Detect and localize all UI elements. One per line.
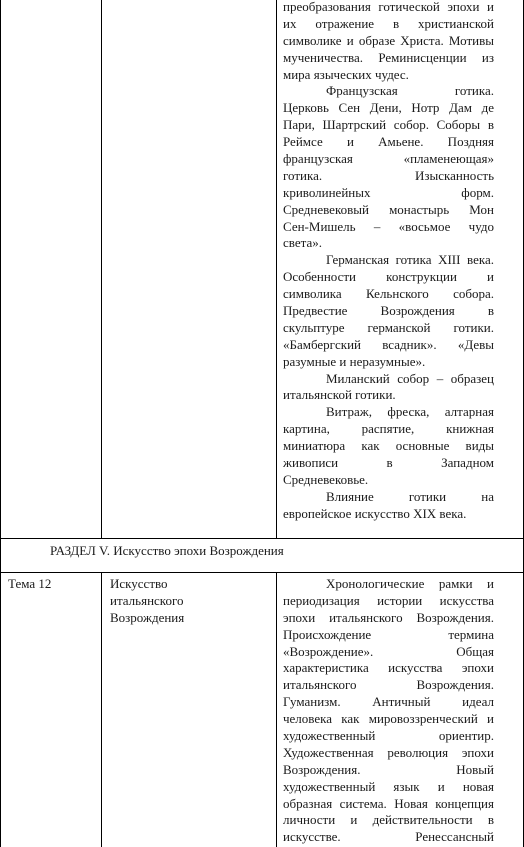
topic-title-line: Искусство [110,576,168,591]
text-line: Особенности конструкции и [283,269,494,285]
row-divider-after-row1 [0,538,524,539]
text-line: образная система. Новая концепция [283,795,494,811]
row1-description-cell [283,0,494,523]
col-divider-2-lower [276,572,277,847]
topic-title-line: Возрождения [110,609,185,625]
text-line: света». [283,235,322,251]
text-line: Художественная революция эпохи [283,744,494,760]
topic-title-line: итальянского [110,592,184,608]
text-line: художественный язык и новая [283,778,494,794]
text-line: Средневековье. [283,471,369,487]
text-line: Гуманизм. Античный идеал [283,694,494,710]
text-line: Витраж, фреска, алтарная [326,404,494,420]
text-line: преобразования готической эпохи и [283,0,494,14]
text-line: французская «пламенеющая» [283,151,494,167]
text-line: криволинейных форм. [283,184,494,200]
text-line: живописи в Западном [283,455,494,471]
text-line: картина, распятие, книжная [283,421,494,437]
col-divider-2-upper [276,0,277,538]
text-line: Церковь Сен Дени, Нотр Дам де [283,100,494,116]
text-line: скульптуре германской готики. [283,319,494,335]
text-line: периодизация истории искусства [283,592,494,608]
text-line: Миланский собор – образец [326,370,494,386]
text-line: Происхождение термина [283,626,494,642]
row-divider-after-section [0,572,524,573]
text-line: Возрождения. Новый [283,761,494,777]
text-line: Влияние готики на [326,488,494,504]
text-line: Французская готика. [326,83,494,99]
text-line: искусстве. Ренессансный [283,829,494,845]
text-line: характеристика искусства эпохи [283,660,494,676]
text-line: эпохи итальянского Возрождения. [283,609,494,625]
text-line: готика. Изысканность [283,167,494,183]
text-line: «Бамбергский всадник». «Девы [283,336,494,352]
text-line: человека как мировоззренческий и [283,711,494,727]
text-line: Хронологические рамки и [326,576,494,591]
section-title: РАЗДЕЛ V. Искусство эпохи Возрождения [50,543,284,558]
text-line: Сен-Мишель – «восьмое чудо [283,218,494,234]
text-line: разумные и неразумные». [283,353,426,369]
text-line: итальянского Возрождения. [283,677,494,693]
text-line: мира языческих чудес. [283,66,409,82]
text-line: Средневековый монастырь Мон [283,201,494,217]
text-line: их отражение в христианской [283,15,494,31]
text-line: миниатюра как основные виды [283,438,494,454]
text-line: мученичества. Реминисценции из [283,49,494,65]
text-line: Реймсе и Амьене. Поздняя [283,134,494,150]
col-divider-1-lower [101,572,102,847]
text-line: художественный ориентир. [283,728,494,744]
text-line: Германская готика XIII века. [326,252,494,268]
text-line: символика Кельнского собора. [283,286,494,302]
row2-description-cell [283,576,494,846]
text-line: «Возрождение». Общая [283,643,494,659]
text-line: Предвестие Возрождения в [283,303,494,319]
text-line: личности и действительности в [283,812,494,828]
text-line: символике и образе Христа. Мотивы [283,32,494,48]
topic-title-cell [110,576,270,627]
col-divider-1-upper [101,0,102,538]
table-border-left [0,0,1,847]
text-line: итальянской готики. [283,387,396,403]
text-line: европейское искусство XIX века. [283,505,467,521]
topic-number: Тема 12 [8,576,52,591]
text-line: Пари, Шартрский собор. Соборы в [283,117,494,133]
